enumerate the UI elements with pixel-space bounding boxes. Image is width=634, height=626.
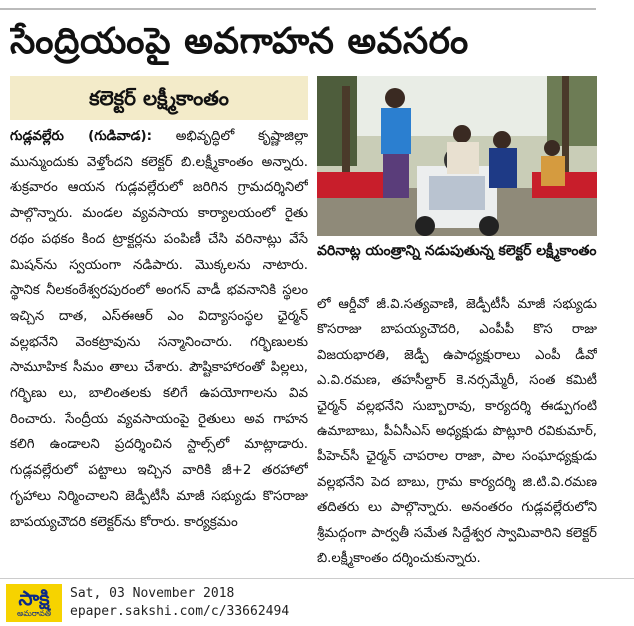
photo-caption: వరినాట్ల యంత్రాన్ని నడుపుతున్న కలెక్టర్ లక్ష్మీకాంతం	[317, 243, 597, 259]
logo-text: సాక్షి	[18, 586, 50, 610]
footer-rule	[0, 578, 634, 579]
article-body-right-column	[317, 292, 597, 568]
logo-subtext: అమరావతి	[16, 609, 52, 618]
footer	[0, 582, 634, 626]
article-body-right: లో ఆర్డీవో జీ.వి.సత్యవాణి, జెడ్పీటీసీ మాజీ సభ్యుడు కొసరాజు బాపయ్యచౌదరి, ఎంపీపీ కొస రాజు విజయభారతి, జెడ్పీ ఉపాధ్యక్షురాలు ఎంపీ డీవో ఎ.వి.రమణ, తహసీల్దార్ కె.నర్సమ్మేరీ, సంత కమిటీ ఛైర్మన్ వల్లభనేని సుబ్బారావు, కార్యదర్శి ఈడ్పుగంటి ఉమాబాబు, పీఏసీఎస్ అధ్యక్షుడు పొట్లూరి రవికుమార్, పీహెచ్‌సీ ఛైర్మన్ చాపరాల రాజా, పాల సంఘాధ్యక్షుడు వల్లభనేని పెద బాబు, గ్రామ కార్యదర్శి జి.టి.వి.రమణ తదితరు లు పాల్గొన్నారు. అనంతరం గుడ్లవల్లేరులోని శ్రీమద్గంగా పార్వతీ సమేత సిద్దేశ్వర స్వామివారిని కలెక్టర్ బి.లక్ష్మీకాంతం దర్శించుకున్నారు.	[317, 297, 597, 567]
collector-tractor-photo	[317, 76, 597, 236]
article-headline: సేంద్రియంపై అవగాహన అవసరం	[10, 21, 469, 62]
article-body-left-column	[10, 124, 308, 568]
article-photo	[317, 76, 597, 236]
article-subheadline: కలెక్టర్ లక్ష్మీకాంతం	[10, 76, 308, 120]
sakshi-logo	[6, 584, 62, 622]
article-body-left-text: అభివృద్ధిలో కృష్ణాజిల్లా మున్ముందుకు వెళ్తోందని కలెక్టర్ బి.లక్ష్మీకాంతం అన్నారు. శుక్రవారం ఆయన గుడ్లవల్లేరులో జరిగిన గ్రామదర్శినిలో పాల్గొన్నారు. మండల వ్యవసాయ కార్యాలయంలో రైతు రథం పథకం కింద ట్రాక్టర్లను పంపిణీ చేసి వరినాట్లు వేసే మిషన్‌ను స్వయంగా నడిపారు. మొక్కలను నాటారు. స్థానిక నీలకంఠేశ్వరపురంలో అంగన్ వాడీ భవనానికి స్థలం ఇచ్చిన దాత, ఎస్ఈఆర్ ఎం విద్యాసంస్థల ఛైర్మన్ వల్లభనేని వెంకట్రావును సన్మానించారు. గర్భిణులకు సామూహిక సీమం తాలు చేశారు. పౌష్టికాహారంతో పిల్లలు, గర్భిణు లు, బాలింతలకు కలిగే ఉపయోగాలను వివ రించారు. సేంద్రీయ వ్యవసాయంపై రైతులు అవ గాహన కలిగి ఉండాలని ప్రదర్శించిన స్టాల్స్‌లో మాట్లాడారు. గుడ్లవల్లేరులో పట్టాలు ఇచ్చిన వారికి జీ+2 తరహాలో గృహాలు నిర్మించాలని జెడ్పీటీసీ మాజీ సభ్యుడు కొసరాజు బాపయ్యచౌదరి కలెక్టర్‌ను కోరారు. కార్యక్రమం	[10, 129, 308, 530]
edition-date: Sat, 03 November 2018	[70, 586, 235, 601]
top-rule	[0, 8, 596, 10]
article-body-left	[10, 124, 308, 535]
article-byline: గుడ్లవల్లేరు (గుడివాడ):	[10, 129, 152, 144]
epaper-url[interactable]: epaper.sakshi.com/c/33662494	[70, 604, 290, 619]
